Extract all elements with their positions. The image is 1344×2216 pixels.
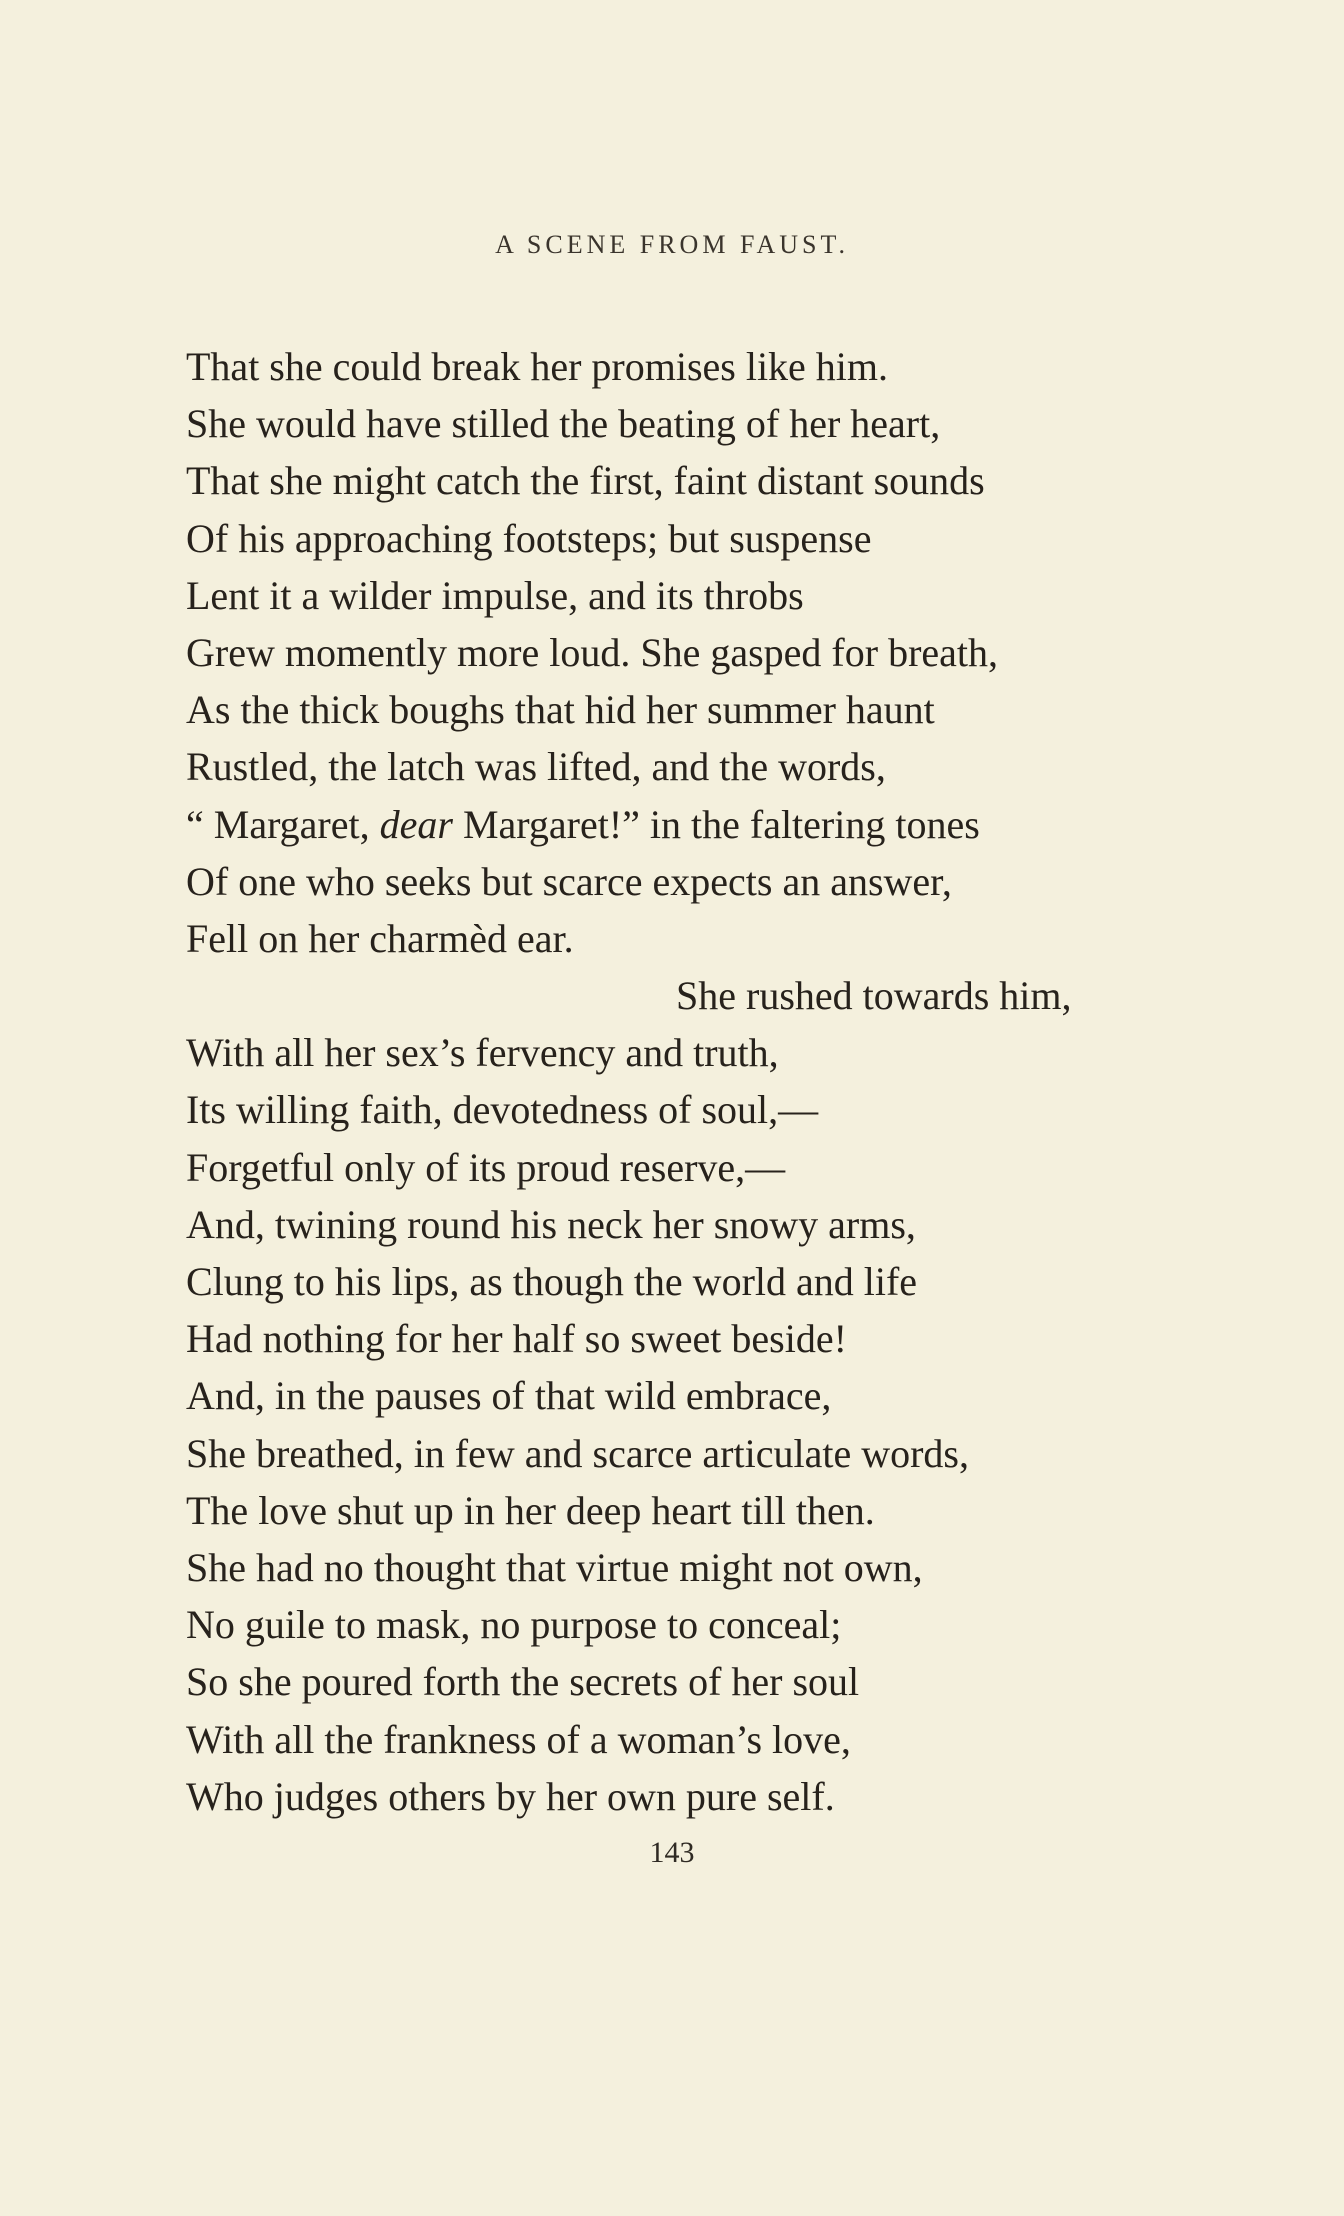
poem-line-text: Of his approaching footsteps; but suspense [186,515,872,561]
poem-line [186,1081,1226,1138]
poem-line-text: Lent it a wilder impulse, and its throbs [186,572,804,618]
poem-line-text: She rushed towards him, [676,973,1072,1019]
poem-line-text: Grew momently more loud. She gasped for breath, [186,629,999,675]
poem-line-text: The love shut up in her deep heart till then. [186,1487,875,1533]
poem-line [186,1653,1226,1710]
poem-line-text: Margaret!” in the faltering tones [452,801,980,847]
poem-line [186,1482,1226,1539]
poem-line [186,681,1226,738]
poem-line [186,1711,1226,1768]
poem-line-text: And, twining round his neck her snowy arms, [186,1201,916,1247]
poem-line [186,738,1226,795]
poem-line-text: Rustled, the latch was lifted, and the words, [186,744,886,790]
poem-line-text: That she might catch the first, faint distant sounds [186,458,985,504]
poem-line-text: With all the frankness of a woman’s love, [186,1716,851,1762]
poem-line [186,796,1226,853]
poem-line-text: Its willing faith, devotedness of soul,— [186,1087,819,1133]
poem-line-emphasis: dear [379,801,453,847]
poem-text [186,338,1226,1825]
poem-line-text: Forgetful only of its proud reserve,— [186,1144,786,1190]
poem-line [186,1024,1226,1081]
poem-line-text: Had nothing for her half so sweet beside! [186,1316,847,1362]
poem-line-text: Who judges others by her own pure self. [186,1773,835,1819]
poem-line [186,967,1226,1024]
poem-line [186,624,1226,681]
poem-line [186,1768,1226,1825]
poem-line [186,853,1226,910]
poem-line-text: She had no thought that virtue might not own, [186,1544,923,1590]
poem-line-text: So she poured forth the secrets of her soul [186,1659,860,1705]
poem-line [186,395,1226,452]
poem-line [186,1596,1226,1653]
poem-line [186,1139,1226,1196]
poem-line [186,1425,1226,1482]
page-number: 143 [649,1836,695,1869]
poem-line-text: “ Margaret, [186,801,380,847]
poem-line-text: That she could break her promises like him. [186,344,889,389]
poem-line-text: As the thick boughs that hid her summer haunt [186,687,935,733]
poem-line-text: No guile to mask, no purpose to conceal; [186,1602,842,1648]
poem-line [186,1196,1226,1253]
poem-line [186,510,1226,567]
poem-line-text: Clung to his lips, as though the world and life [186,1259,918,1304]
poem-line-text: She breathed, in few and scarce articulate words, [186,1430,969,1476]
poem-line [186,1310,1226,1367]
poem-line [186,1539,1226,1596]
poem-line-text: She would have stilled the beating of her heart, [186,401,941,447]
running-head: A SCENE FROM FAUST. [495,230,849,259]
poem-line [186,452,1226,509]
poem-line-text: Of one who seeks but scarce expects an answer, [186,858,952,904]
poem-line [186,1367,1226,1424]
poem-line-text: And, in the pauses of that wild embrace, [186,1373,832,1419]
poem-line [186,1253,1226,1310]
poem-line [186,910,1226,967]
poem-line-text: Fell on her charmèd ear. [186,915,574,961]
poem-line [186,338,1226,395]
poem-line-text: With all her sex’s fervency and truth, [186,1030,779,1076]
poem-line [186,567,1226,624]
